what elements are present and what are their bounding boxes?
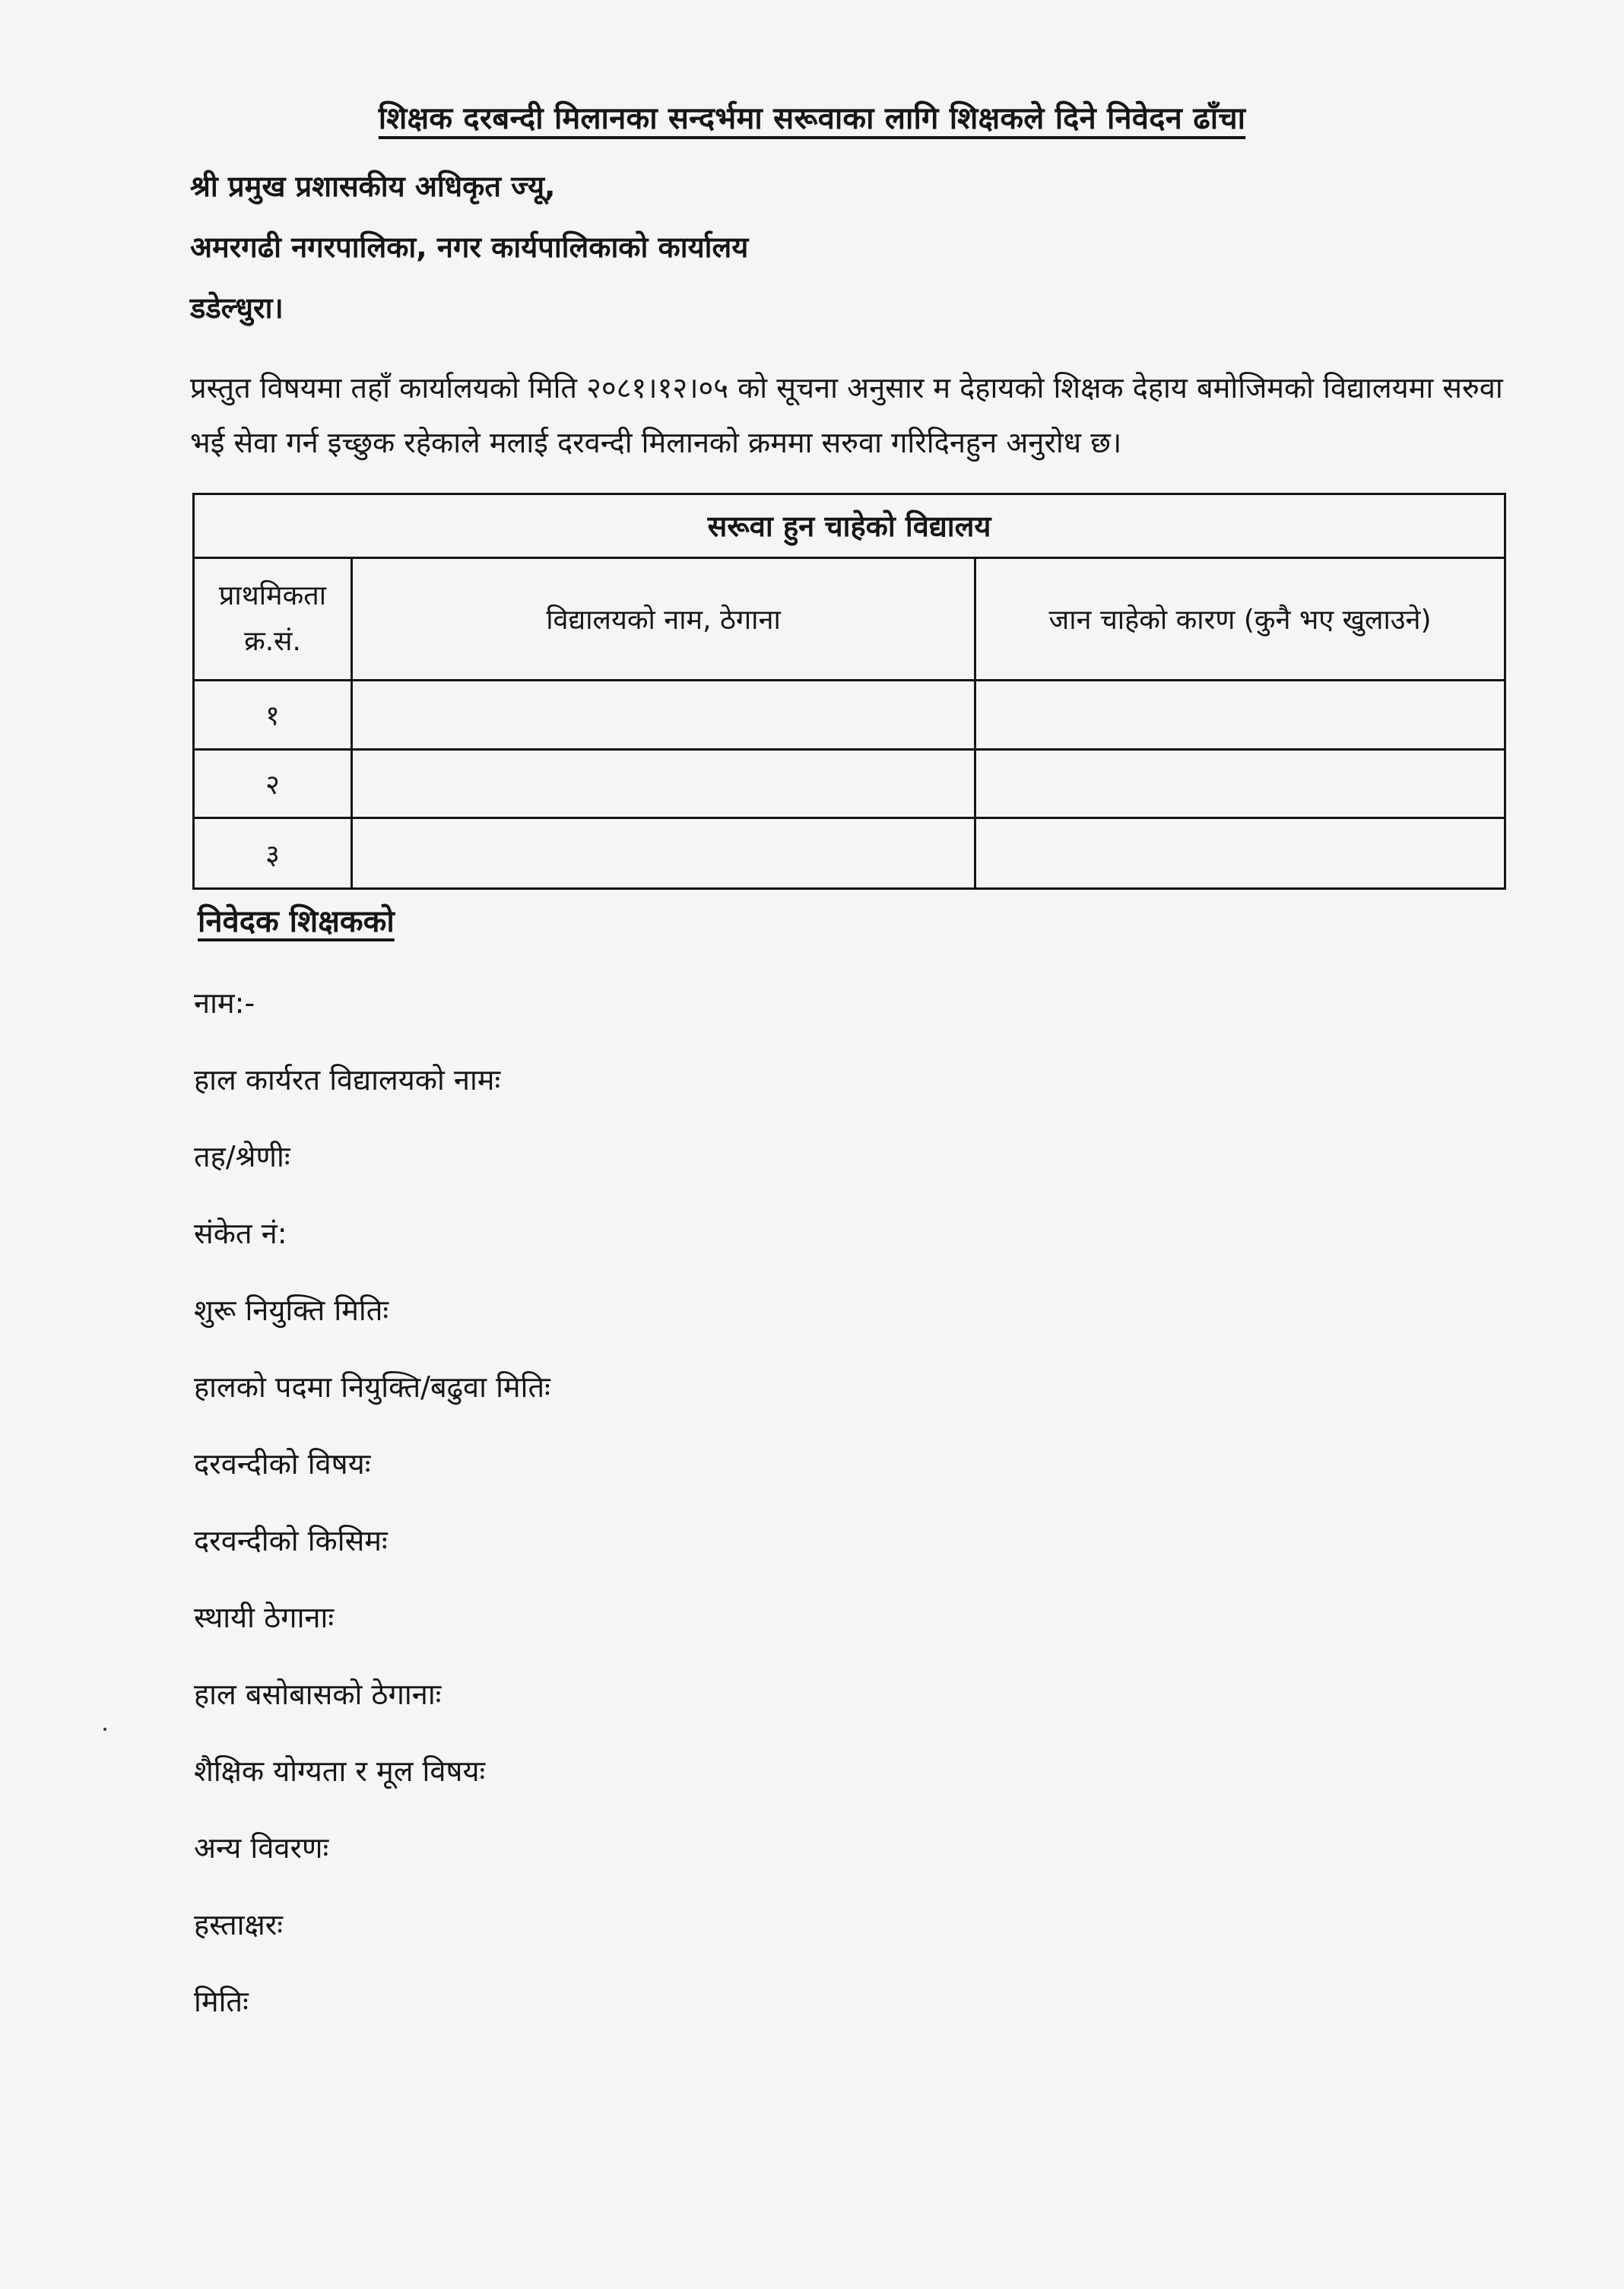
reason-cell[interactable]: [975, 818, 1505, 889]
preferred-school-table: [192, 493, 1506, 890]
table-row: [194, 818, 1505, 889]
field-current-school: हाल कार्यरत विद्यालयको नामः: [194, 1063, 501, 1097]
school-cell[interactable]: [352, 818, 975, 889]
serial-cell: १: [194, 680, 352, 749]
applicant-section-heading: निवेदक शिक्षकको: [198, 904, 395, 939]
address-line-3: डडेल्धुरा।: [190, 291, 284, 325]
field-level-grade: तह/श्रेणीः: [194, 1140, 290, 1173]
field-name: नाम:-: [194, 986, 255, 1020]
field-first-appointment-date: शुरू नियुक्ति मितिः: [194, 1294, 389, 1327]
field-date: मितिः: [194, 1985, 249, 2018]
serial-header-label: क्र.सं.: [244, 625, 301, 657]
school-header: विद्यालयको नाम, ठेगाना: [352, 557, 975, 680]
address-line-2: अमरगढी नगरपालिका, नगर कार्यपालिकाको कार्यालय: [190, 230, 749, 264]
school-cell[interactable]: [352, 680, 975, 749]
field-permanent-address: स्थायी ठेगानाः: [194, 1601, 335, 1634]
reason-cell[interactable]: [975, 680, 1505, 749]
paper-speck: [103, 1728, 106, 1731]
table-row: [194, 749, 1505, 818]
address-line-1: श्री प्रमुख प्रशासकीय अधिकृत ज्यू,: [190, 170, 556, 203]
field-current-post-date: हालको पदमा नियुक्ति/बढुवा मितिः: [194, 1370, 550, 1404]
field-position-type: दरवन्दीको किसिमः: [194, 1524, 388, 1557]
form-title: शिक्षक दरबन्दी मिलानका सन्दर्भमा सरूवाका लागि शिक्षकले दिने निवेदन ढाँचा: [378, 101, 1246, 136]
table-heading: सरूवा हुन चाहेको विद्यालय: [194, 494, 1505, 558]
serial-cell: २: [194, 749, 352, 818]
field-other-details: अन्य विवरणः: [194, 1831, 329, 1865]
priority-header: [194, 557, 352, 680]
serial-cell: ३: [194, 818, 352, 889]
school-cell[interactable]: [352, 749, 975, 818]
field-current-address: हाल बसोबासको ठेगानाः: [194, 1678, 442, 1711]
reason-cell[interactable]: [975, 749, 1505, 818]
priority-header-label: प्राथमिकता: [218, 579, 327, 611]
table-row: [194, 680, 1505, 749]
request-paragraph: प्रस्तुत विषयमा तहाँ कार्यालयको मिति २०८१।१२।०५ को सूचना अनुसार म देहायको शिक्षक देहाय बमोजिमको विद्यालयमा सरुवा भई सेवा गर्न इच्छुक रहेकाले मलाई दरवन्दी मिलानको क्रममा सरुवा गरिदिनहुन अनुरोध छ।: [190, 371, 1503, 459]
field-signature: हस्ताक्षरः: [194, 1908, 283, 1941]
field-code-number: संकेत नं:: [194, 1217, 287, 1250]
reason-header: जान चाहेको कारण (कुनै भए खुलाउने): [975, 557, 1505, 680]
field-position-subject: दरवन्दीको विषयः: [194, 1447, 371, 1481]
field-qualification-subject: शैक्षिक योग्यता र मूल विषयः: [194, 1754, 486, 1788]
